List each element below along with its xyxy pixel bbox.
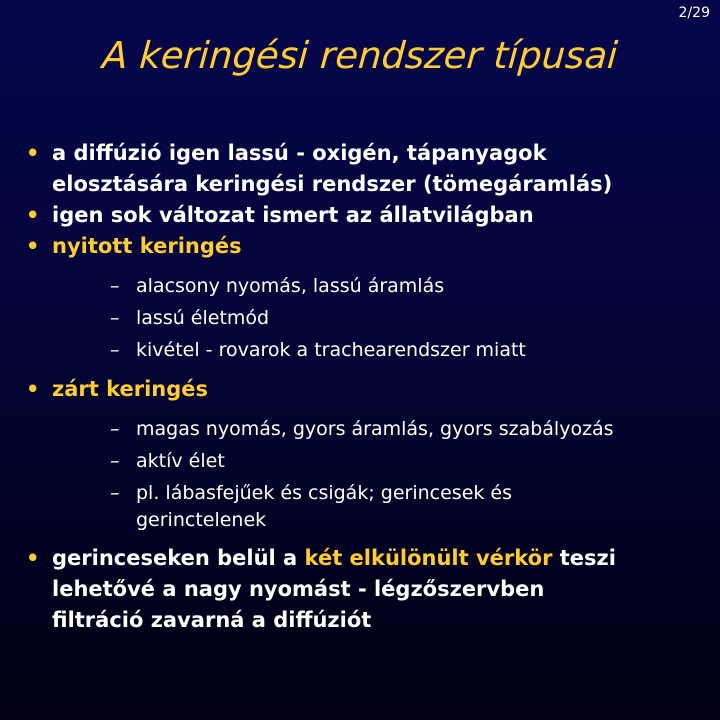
dash-marker: –	[110, 339, 120, 361]
bullet-marker: •	[26, 141, 40, 165]
bullet-closed-circulation	[0, 374, 720, 535]
slide-content	[0, 138, 720, 636]
sub-bullet-text-continued: gerinctelenek	[136, 509, 267, 531]
bullet-text-continued: lehetővé a nagy nyomást - légzőszervben	[52, 577, 545, 601]
sub-bullet-text: magas nyomás, gyors áramlás, gyors szabályozás	[136, 418, 614, 440]
bullet-marker: •	[26, 203, 40, 227]
bullet-vertebrates	[0, 543, 720, 636]
bullet-text: a diffúzió igen lassú - oxigén, tápanyagok	[52, 141, 547, 165]
bullet-text: gerinceseken belül a	[52, 546, 305, 570]
sub-bullet-text: aktív élet	[136, 450, 225, 472]
bullet-text-highlight: két elkülönült vérkör	[304, 546, 553, 570]
page-number: 2/29	[678, 5, 710, 21]
sub-bullet	[52, 334, 712, 366]
sub-bullet-text: pl. lábasfejűek és csigák; gerincesek és	[136, 482, 513, 504]
bullet-marker: •	[26, 546, 40, 570]
sub-bullet-text: kivétel - rovarok a trachearendszer miatt	[136, 339, 526, 361]
dash-marker: –	[110, 275, 120, 297]
sub-bullet-text: alacsony nyomás, lassú áramlás	[136, 275, 445, 297]
sub-bullet-list	[52, 413, 712, 535]
bullet-text: teszi	[552, 546, 616, 570]
bullet-text: igen sok változat ismert az állatvilágban	[52, 203, 534, 227]
bullet-text-continued: elosztására keringési rendszer (tömegáramlás)	[52, 172, 613, 196]
sub-bullet	[52, 302, 712, 334]
bullet-marker: •	[26, 377, 40, 401]
bullet-open-circulation	[0, 231, 720, 366]
sub-bullet	[52, 270, 712, 302]
dash-marker: –	[110, 482, 120, 504]
dash-marker: –	[110, 307, 120, 329]
sub-bullet	[52, 413, 712, 445]
bullet-text-highlight: zárt keringés	[52, 377, 209, 401]
sub-bullet	[52, 445, 712, 477]
bullet-marker: •	[26, 234, 40, 258]
dash-marker: –	[110, 418, 120, 440]
sub-bullet-list	[52, 270, 712, 366]
slide-title: A keringési rendszer típusai	[100, 34, 620, 77]
dash-marker: –	[110, 450, 120, 472]
sub-bullet-text: lassú életmód	[136, 307, 270, 329]
bullet-text-highlight: nyitott keringés	[52, 234, 242, 258]
bullet-list	[0, 138, 720, 636]
bullet-variants	[0, 200, 720, 231]
sub-bullet	[52, 477, 712, 535]
bullet-text-continued: filtráció zavarná a diffúziót	[52, 608, 372, 632]
bullet-diffusion	[0, 138, 720, 200]
